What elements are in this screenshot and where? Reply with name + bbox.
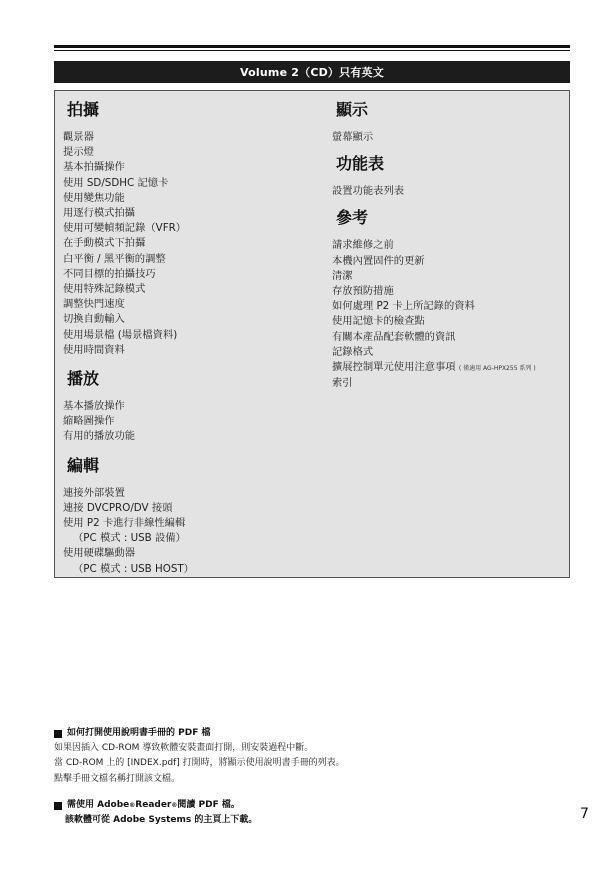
toc-item[interactable]: 請求維修之前 [332,239,394,252]
note-line: 當 CD-ROM 上的 [INDEX.pdf] 打開時，將顯示使用說明書手冊的列表。 [54,758,345,769]
section-title-playback: 播放 [67,369,100,389]
toc-item[interactable]: 有用的播放功能 [63,430,136,443]
toc-item[interactable]: （PC 模式 : USB HOST） [73,562,194,575]
toc-item[interactable]: 使用變焦功能 [63,191,125,204]
adobe-note [54,798,257,828]
toc-item[interactable]: 使用硬碟驅動器 [63,547,136,560]
section-list-playback [63,399,325,445]
section-list-reference [332,238,568,391]
toc-item[interactable]: 螢幕顯示 [332,131,374,143]
section-list-editing [63,486,325,577]
volume-label: Volume 2（CD）只有英文 [240,66,384,79]
toc-item[interactable]: 清潔 [332,269,353,282]
note-line: 點擊手冊文檔名稱打開該文檔。 [54,773,181,784]
model-note: ( 僅適用 AG-HPX255 系列 ) [458,365,536,373]
toc-item-label: 擴展控制單元使用注意事項 [332,361,456,374]
toc-item[interactable]: 使用可變幀頻記錄（VFR） [63,222,187,235]
toc-item[interactable]: （PC 模式 : USB 設備） [73,532,186,545]
toc-item[interactable]: 用逐行模式拍攝 [63,207,136,220]
table-of-contents [54,90,570,578]
adobe-heading-mid: Reader [135,800,172,810]
section-title-reference: 參考 [336,208,369,228]
toc-item[interactable]: 本機內置固件的更新 [332,254,425,267]
section-list-display [332,130,568,145]
toc-right-column [332,91,568,391]
section-list-shooting [63,130,325,358]
square-bullet-icon [54,730,62,738]
note-line: 如果因插入 CD-ROM 導致軟體安裝畫面打開，則安裝過程中斷。 [54,743,314,754]
adobe-heading-post: 閱讀 PDF 檔。 [177,800,240,810]
section-list-menu [332,184,568,199]
note-heading-text: 如何打開使用說明書手冊的 PDF 檔 [67,728,211,738]
toc-item[interactable]: 觀景器 [63,131,94,143]
top-rule-thick [54,45,570,48]
toc-item[interactable]: 使用 SD/SDHC 記憶卡 [63,176,169,189]
toc-item[interactable]: 索引 [332,377,353,390]
registered-mark: ® [171,802,178,809]
top-rule-thin [54,50,570,51]
section-title-shooting: 拍攝 [67,100,100,119]
volume-banner [54,61,570,83]
toc-left-column [63,91,325,577]
toc-item[interactable]: 使用場景檔 (場景檔資料) [63,328,178,341]
toc-item[interactable]: 使用時間資料 [63,343,125,356]
toc-item[interactable]: 記錄格式 [332,345,374,358]
section-title-menu: 功能表 [336,154,385,174]
toc-item[interactable]: 有關本產品配套軟體的資訊 [332,330,456,343]
toc-item[interactable]: 存放預防措施 [332,285,394,298]
toc-item[interactable]: 不同目標的拍攝技巧 [63,267,156,280]
toc-item[interactable]: 使用特殊記錄模式 [63,283,146,296]
section-title-display: 顯示 [336,100,369,119]
note-line: 該軟體可從 Adobe Systems 的主頁上下載。 [65,815,258,826]
toc-item[interactable]: 使用 P2 卡進行非線性編輯 [63,517,186,530]
toc-item[interactable]: 在手動模式下拍攝 [63,237,146,250]
toc-item[interactable]: 使用記憶卡的檢查點 [332,315,425,328]
toc-item[interactable]: 基本拍攝操作 [63,161,125,174]
toc-item[interactable]: 切換自動輸入 [63,313,125,326]
toc-item[interactable]: 縮略圖操作 [63,415,115,428]
toc-item[interactable]: 設置功能表列表 [332,185,405,198]
note-heading [54,798,257,813]
toc-item[interactable]: 連接 DVCPRO/DV 接頭 [63,501,173,514]
note-heading [54,726,345,741]
section-title-editing: 編輯 [67,455,100,475]
toc-item[interactable] [332,360,568,376]
page-number: 7 [580,806,589,822]
toc-item[interactable]: 基本播放操作 [63,400,125,413]
square-bullet-icon [54,802,62,810]
registered-mark: ® [129,802,136,809]
toc-item[interactable]: 連接外部裝置 [63,486,125,499]
toc-item[interactable]: 調整快門速度 [63,298,125,311]
toc-item[interactable]: 提示燈 [63,146,94,159]
pdf-open-note [54,726,345,787]
toc-item[interactable]: 如何處理 P2 卡上所記錄的資料 [332,300,475,313]
adobe-heading-pre: 需使用 Adobe [67,800,130,810]
toc-item[interactable]: 白平衡 / 黑平衡的調整 [63,252,166,265]
